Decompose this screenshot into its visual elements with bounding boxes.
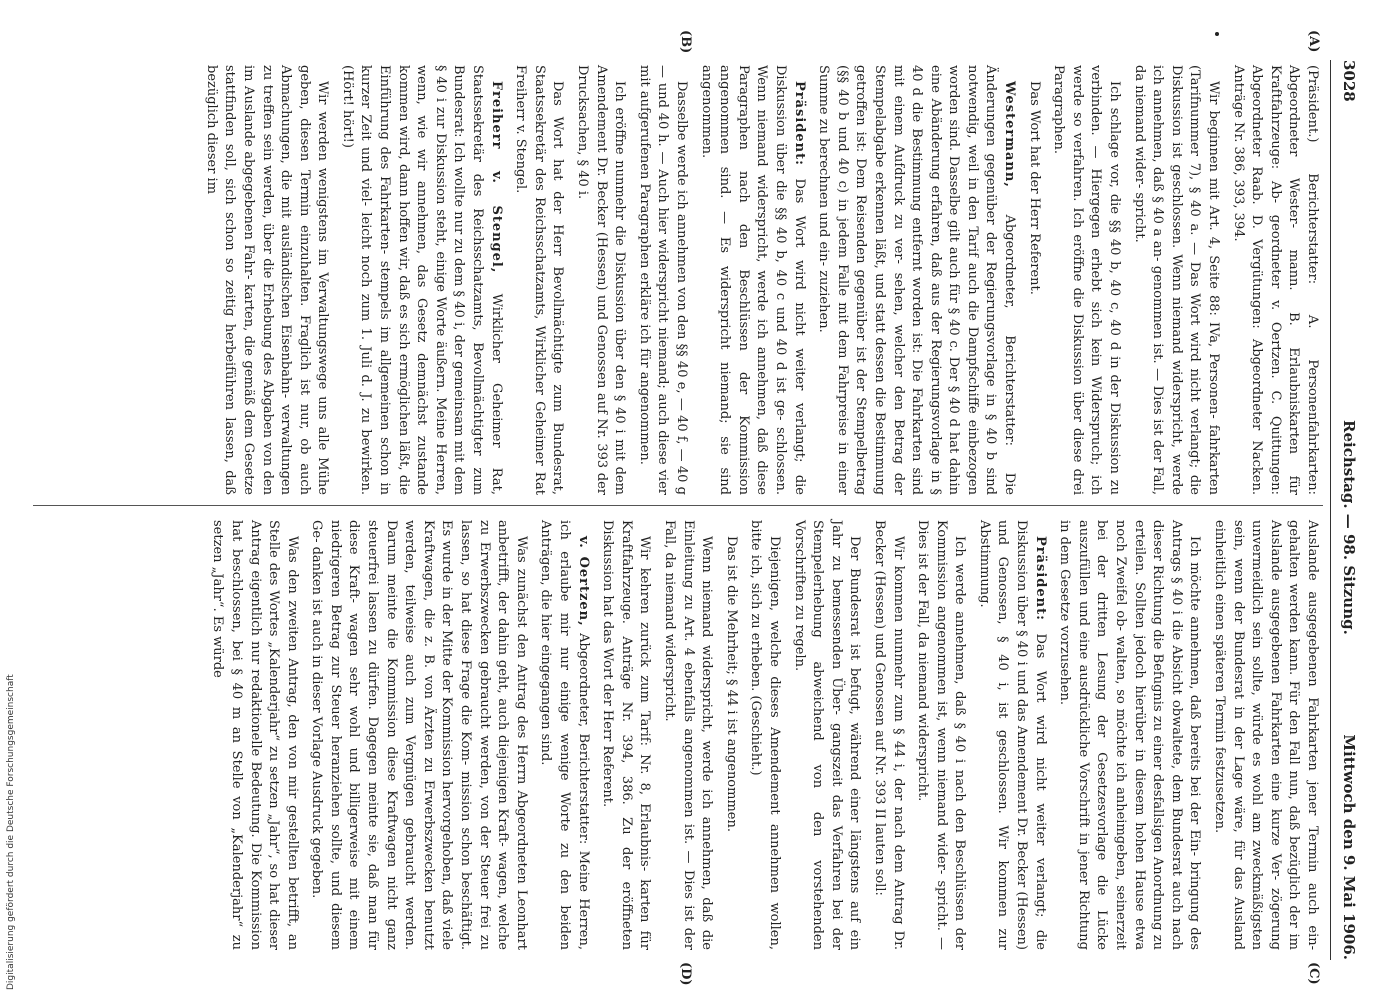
paragraph: Wir beginnen mit Art. 4, Seite 88: IVa, Personen- fahrkarten (Tarifnummer 7), § 40 a. — Das Wort wird nicht verlangt; die Diskussion ist geschlossen. Wenn niemand widerspricht, werde ich annehmen, daß § 40 a an- genommen ist. — Dies ist der Fall, da niemand wider- spricht.	[1131, 65, 1222, 495]
speaker-name: Präsident:	[791, 81, 807, 166]
paragraph: Auslande ausgegebenen Fahrkarten jener Termin auch ein- gehalten werden kann. Für den Fall nun, daß bezüglich der im Auslande ausgegebenen Fahrkarten eine kurze Ver- zögerung unvermeidlich sein sollte, würde es wohl am zweckmäßigsten sein, wenn der Bundesrat in der Lage wäre, für das Ausland einheitlich einen späteren Termin festzusetzen.	[1212, 520, 1320, 950]
credit-text: Digitalisierung gefördert durch die Deutsche Forschungsgemeinschaft	[6, 674, 16, 990]
session-date: Mittwoch den 9. Mai 1906.	[1340, 734, 1358, 960]
paragraph	[696, 65, 808, 495]
speech-text: Das Wort wird nicht weiter verlangt; die Diskussion über § 40 i und das Amendement Dr. Becker (Hessen) und Genossen, § 40 i, ist geschlossen. Wir kommen zur Abstimmung.	[976, 520, 1048, 951]
paragraph: Wir kommen nunmehr zum § 44 i, der nach dem Antrag Dr. Becker (Hessen) und Genossen auf Nr. 393 II lauten soll:	[871, 520, 906, 950]
margin-mark-d: (D)	[678, 962, 693, 986]
paragraph: Was den zweiten Antrag, den von mir gestellten betrifft, an Stelle des Wortes „Kalenderjahr“ zu setzen „Jahr“, so hat dieser Antrag eigentlich nur redaktionelle Bedeutung. Die Kommission hat beschlossen, bei § 40 m an Stelle von „Kalenderjahr“ zu setzen „Jahr“. Es würde	[210, 520, 300, 950]
session-title: Reichstag. — 98. Sitzung.	[1340, 420, 1358, 635]
speech-text: Wirklicher Geheimer Rat, Staatssekretär des Reichsschatzamts, Bevollmächtigter zum Bundesrat: Ich wollte nur zu dem § 40 i, der gemeinsam mit dem § 40 i zur Diskussion steht, einige Worte äußern. Meine Herren, wenn, wie wir annehmen, das Gesetz demnächst zustande kommen wird, dann hoffen wir, daß es sich ermöglichen läßt, die Einführung des Fahrkarten- stempels im allgemeinen schon in kurzer Zeit und viel- leicht noch zum 1. Juli d. J. zu bewirken. (Hört! hört!)	[339, 65, 504, 495]
paragraph: Wir kehren zurück zum Tarif: Nr. 8, Erlaubnis- karten für Kraftfahrzeuge. Anträge Nr. 394, 386. Zu der eröffneten Diskussion hat das Wort der Herr Referent.	[600, 520, 653, 950]
paragraph: Das Wort hat der Herr Referent.	[1026, 81, 1042, 295]
speech-text: Abgeordneter, Berichterstatter: Die Änderungen gegenüber der Regierungsvorlage in § 40 b sind notwendig, weil in den Tarif auch die Dampfschiffe einbezogen worden sind. Dasselbe gilt auch für § 40 c. Der § 40 d hat dahin eine Abänderung erfahren, daß aus der Regierungsvorlage in § 40 d die Bestimmung entfernt worden ist: Die Fahrkarten sind mit einem Aufdruck zu ver- sehen, welcher den Betrag der Stempelabgabe erkennen läßt, und statt dessen die Bestimmung getroffen ist: Dem Reisenden gegenüber ist der Stempelbetrag (§§ 40 b und 40 c) in jedem Falle mit dem Fahrpreise in einer Summe zu berechnen und ein- zuziehen.	[816, 65, 1018, 495]
margin-mark-b: (B)	[678, 30, 693, 54]
speaker-name: Westermann,	[1002, 81, 1018, 188]
paragraph: Der Bundesrat ist befugt, während einer längstens auf ein Jahr zu bemessenden Über- gangszeit das Verfahren bei der Stempelerhebung abweichend von den vorstehenden Vorschriften zu regeln.	[791, 520, 863, 950]
paragraph: Ich schlage vor, die §§ 40 b, 40 c, 40 d in der Diskussion zu verbinden. — Hiergegen erhebt sich kein Widerspruch; ich werde so verfahren. Ich eröffne die Diskussion über diese drei Paragraphen.	[1051, 65, 1123, 495]
paragraph: Das Wort hat der Herr Bevollmächtigte zum Bundesrat, Staatssekretär des Reichsschatzamts, Wirklicher Geheimer Rat Freiherr v. Stengel.	[513, 65, 566, 495]
paragraph: Ich werde annehmen, daß § 40 i nach den Beschlüssen der Kommission angenommen ist, wenn niemand wider- spricht. — Dies ist der Fall, da niemand widerspricht.	[915, 520, 968, 950]
paragraph	[814, 65, 1019, 495]
running-head	[1332, 60, 1358, 960]
margin-mark-a: (A)	[1306, 30, 1321, 53]
paragraph: Wir werden wenigstens im Verwaltungswege uns alle Mühe geben, diesen Termin einzuhalten. Fraglich ist nur, ob auch Abmachungen, die mit ausländischen Eisenbahn- verwaltungen zu treffen sein werden, über die Erhebung des Abgaben von den im Auslande abgegebenen Fahr- karten, die gemäß dem Gesetze stattfinden soll, sich schon so zeitig herbeiführen lassen, daß bezüglich dieser im	[203, 65, 331, 495]
paragraph	[974, 520, 1048, 950]
paragraph: Ich möchte annehmen, daß bereits bei der Ein- bringung des Antrags § 40 i die Absicht obwaltete, dem Bundesrat auch nach dieser Richtung die Befugnis zu einer desfallsigen Anordnung zu erteilen. Sollten jedoch hierüber in diesem hohen Hause etwa noch Zweifel ob- walten, so möchte ich anheimgeben, seinerzeit bei der dritten Lesung der Gesetzesvorlage die Lücke auszufüllen und eine ausdrückliche Vorschrift in jener Richtung in dem Gesetze vorzusehen.	[1057, 520, 1203, 950]
digitization-credit	[6, 620, 18, 990]
paragraph: Dasselbe werde ich annehmen von den §§ 40 e, — 40 f, — 40 g — und 40 h. — Auch hier widerspricht niemand; auch diese vier mit aufgerufenen Paragraphen erkläre ich für angenommen.	[636, 65, 689, 495]
paragraph: (Präsident.) Berichterstatter: A. Personenfahrkarten: Abgeordneter Wester- mann. B. Erlaubniskarten für Kraftfahrzeuge: Ab- geordneter v. Oertzen. C. Quittungen: Abgeordneter Raab. D. Vergütungen: Abgeordneter Nacken. Anträge Nr. 386, 393, 394.	[1230, 65, 1320, 495]
paragraph: Was zunächst den Antrag des Herrn Abgeordneten Leonhart anbetrifft, der dahin geht, auch diejenigen Kraft- wagen, welche zu Erwerbszwecken gebraucht werden, von der Steuer frei zu lassen, so hat diese Frage die Kom- mission schon beschäftigt. Es wurde in der Mitte der Kommission hervorgehoben, daß viele Kraftwagen, die z. B. von Ärzten zu Erwerbszwecken benutzt werden, teilweise auch zum Vergnügen gebraucht werden. Darum meinte die Kommission diese Kraftwagen nicht ganz steuerfrei lassen zu dürfen. Dagegen meinte sie, daß man für diese Kraft- wagen sehr wohl und billigerweise mit einem niedrigeren Betrag zur Steuer heranziehen sollte, und diesem Ge- danken ist auch in dieser Vorlage Ausdruck gegeben.	[309, 520, 529, 950]
margin-mark-c: (C)	[1306, 962, 1321, 985]
paragraph	[536, 520, 592, 950]
page-number: 3028	[1340, 60, 1358, 102]
speech-text: Abgeordneter, Berichterstatter: Meine Herren, ich erlaube mir nur einige wenige Worte zu den beiden Anträgen, die hier eingegangen sind.	[538, 520, 591, 950]
right-column	[202, 520, 1321, 950]
paragraph: Das ist die Mehrheit; § 44 i ist angenommen.	[723, 536, 739, 832]
speech-text: Das Wort wird nicht weiter verlangt; die Diskussion über die §§ 40 b, 40 c und 40 d ist ge- schlossen. Wenn niemand widerspricht, werde ich annehmen, daß diese Paragraphen nach den Beschlüssen der Kommission angenommen sind. — Es widerspricht niemand; sie sind angenommen.	[698, 65, 807, 496]
paragraph: Wenn niemand widerspricht, werde ich annehmen, daß die Einleitung zu Art. 4 ebenfalls angenommen ist. — Dies ist der Fall, da niemand widerspricht.	[662, 520, 715, 950]
left-column	[195, 65, 1321, 495]
scan-speck	[1215, 32, 1219, 36]
speaker-name: v. Oertzen,	[575, 536, 591, 627]
speaker-name: Freiherr v. Stengel,	[488, 81, 504, 274]
paragraph: Ich eröffne nunmehr die Diskussion über den § 40 i mit dem Amendement Dr. Becker (Hessen) und Genossen auf Nr. 393 der Drucksachen, § 40 i.	[575, 65, 628, 495]
column-divider	[33, 505, 1323, 506]
paragraph	[337, 65, 504, 495]
paragraph: Diejenigen, welche dieses Amendement annehmen wollen, bitte ich, sich zu erheben. (Geschieht.)	[748, 520, 782, 950]
speaker-name: Präsident:	[1032, 536, 1048, 621]
header-rule	[1330, 60, 1331, 960]
